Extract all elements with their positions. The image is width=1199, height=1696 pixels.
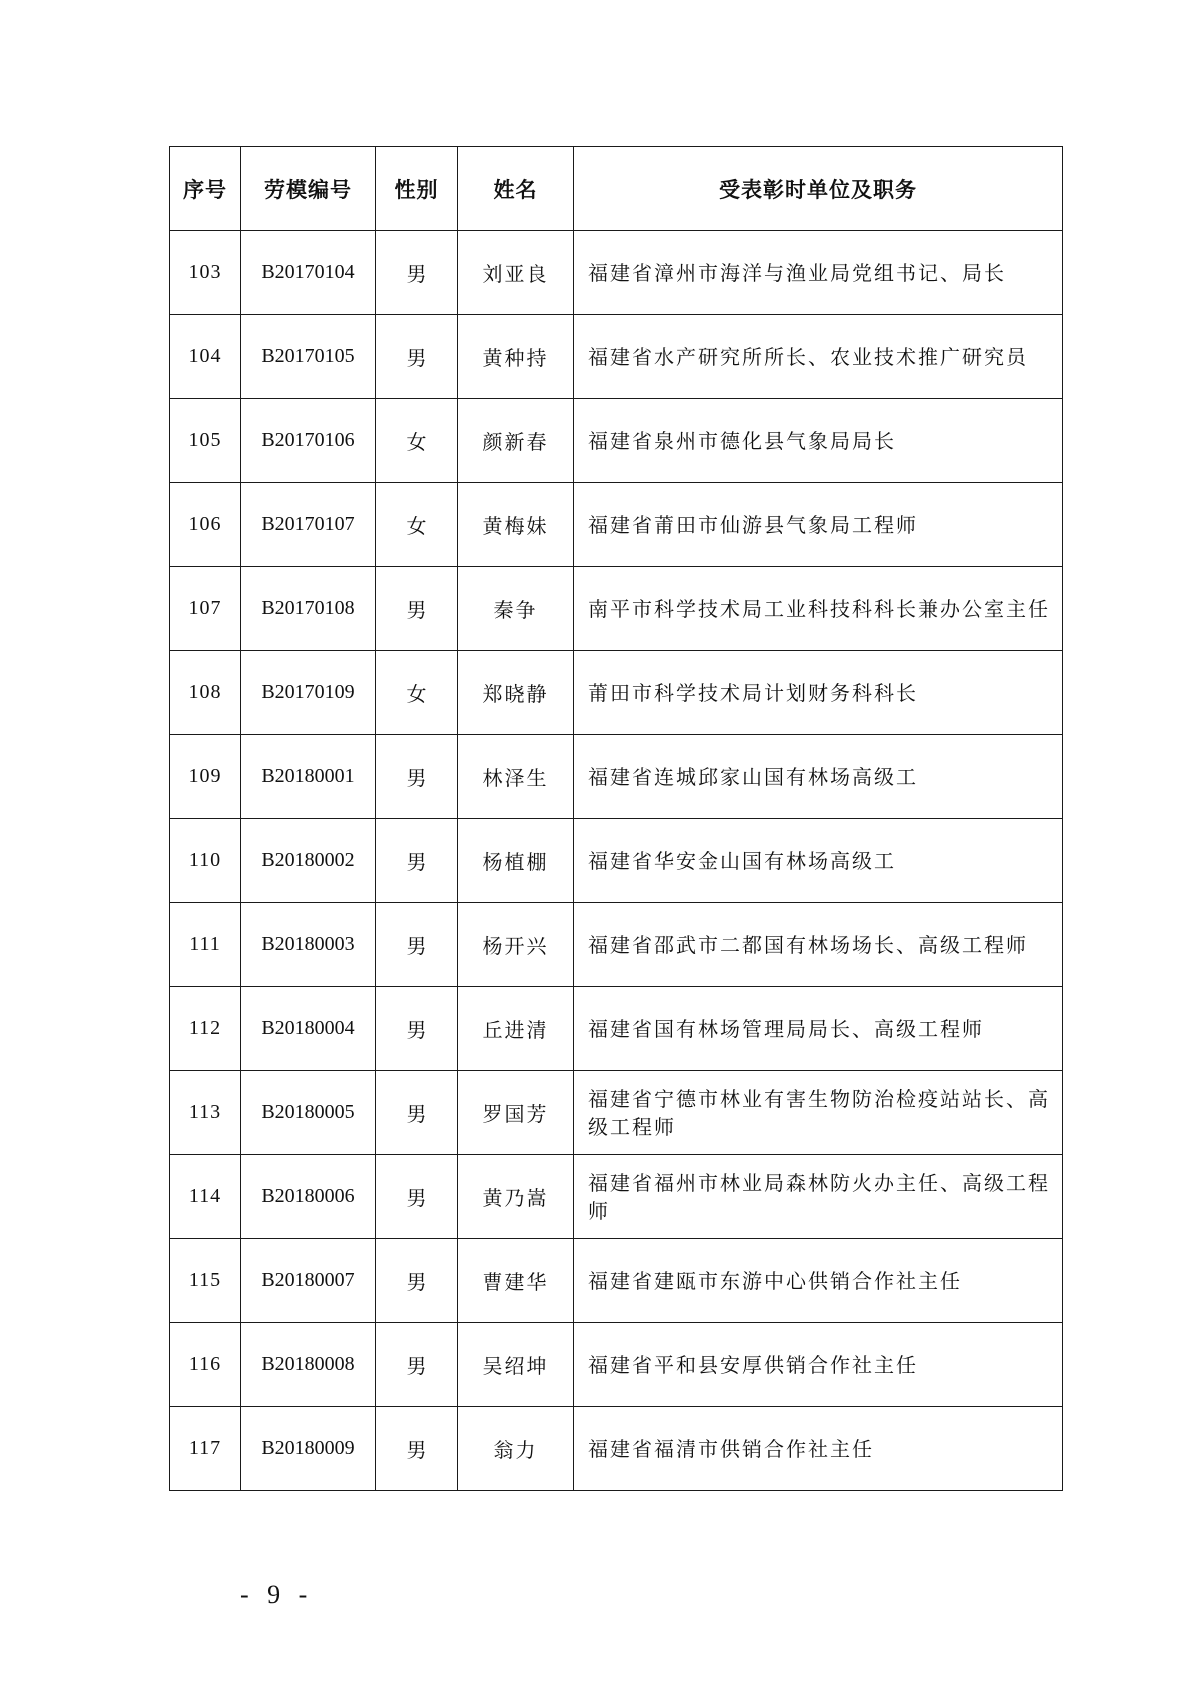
cell-unit: 福建省漳州市海洋与渔业局党组书记、局长 <box>574 231 1063 315</box>
cell-name: 吴绍坤 <box>458 1323 574 1407</box>
cell-code: B20180003 <box>241 903 376 987</box>
table-row <box>170 231 1063 315</box>
cell-gender: 男 <box>376 1239 458 1323</box>
cell-seq: 104 <box>170 315 241 399</box>
cell-gender: 男 <box>376 819 458 903</box>
cell-code: B20180008 <box>241 1323 376 1407</box>
table-body <box>170 231 1063 1491</box>
cell-gender: 女 <box>376 651 458 735</box>
cell-gender: 男 <box>376 231 458 315</box>
cell-name: 曹建华 <box>458 1239 574 1323</box>
table-row <box>170 819 1063 903</box>
cell-unit: 福建省宁德市林业有害生物防治检疫站站长、高级工程师 <box>574 1071 1063 1155</box>
header-seq: 序号 <box>170 147 241 231</box>
table-row <box>170 903 1063 987</box>
model-worker-table <box>169 146 1063 1491</box>
cell-unit: 福建省莆田市仙游县气象局工程师 <box>574 483 1063 567</box>
cell-code: B20170108 <box>241 567 376 651</box>
header-name: 姓名 <box>458 147 574 231</box>
cell-code: B20180006 <box>241 1155 376 1239</box>
page-number: - 9 - <box>240 1580 314 1609</box>
cell-unit: 南平市科学技术局工业科技科科长兼办公室主任 <box>574 567 1063 651</box>
cell-unit: 福建省连城邱家山国有林场高级工 <box>574 735 1063 819</box>
cell-gender: 男 <box>376 987 458 1071</box>
cell-name: 秦争 <box>458 567 574 651</box>
cell-seq: 103 <box>170 231 241 315</box>
header-code: 劳模编号 <box>241 147 376 231</box>
cell-gender: 男 <box>376 1407 458 1491</box>
header-unit: 受表彰时单位及职务 <box>574 147 1063 231</box>
cell-code: B20170109 <box>241 651 376 735</box>
cell-gender: 男 <box>376 567 458 651</box>
table-row <box>170 315 1063 399</box>
cell-name: 黄梅妹 <box>458 483 574 567</box>
cell-unit: 福建省福州市林业局森林防火办主任、高级工程师 <box>574 1155 1063 1239</box>
cell-seq: 108 <box>170 651 241 735</box>
cell-unit: 福建省泉州市德化县气象局局长 <box>574 399 1063 483</box>
cell-gender: 女 <box>376 483 458 567</box>
table-row <box>170 735 1063 819</box>
cell-seq: 109 <box>170 735 241 819</box>
cell-seq: 115 <box>170 1239 241 1323</box>
cell-code: B20170105 <box>241 315 376 399</box>
cell-code: B20180009 <box>241 1407 376 1491</box>
table-row <box>170 651 1063 735</box>
cell-seq: 107 <box>170 567 241 651</box>
cell-gender: 男 <box>376 315 458 399</box>
cell-unit: 福建省华安金山国有林场高级工 <box>574 819 1063 903</box>
cell-seq: 106 <box>170 483 241 567</box>
cell-unit: 福建省水产研究所所长、农业技术推广研究员 <box>574 315 1063 399</box>
table-row <box>170 1155 1063 1239</box>
cell-unit: 莆田市科学技术局计划财务科科长 <box>574 651 1063 735</box>
cell-seq: 111 <box>170 903 241 987</box>
cell-code: B20180002 <box>241 819 376 903</box>
cell-code: B20180005 <box>241 1071 376 1155</box>
cell-gender: 男 <box>376 735 458 819</box>
cell-name: 刘亚良 <box>458 231 574 315</box>
cell-name: 林泽生 <box>458 735 574 819</box>
cell-code: B20180001 <box>241 735 376 819</box>
cell-name: 黄种持 <box>458 315 574 399</box>
cell-code: B20170107 <box>241 483 376 567</box>
cell-unit: 福建省国有林场管理局局长、高级工程师 <box>574 987 1063 1071</box>
cell-code: B20180004 <box>241 987 376 1071</box>
header-gender: 性别 <box>376 147 458 231</box>
table-row <box>170 1239 1063 1323</box>
cell-seq: 110 <box>170 819 241 903</box>
cell-name: 杨开兴 <box>458 903 574 987</box>
cell-gender: 男 <box>376 1155 458 1239</box>
cell-unit: 福建省平和县安厚供销合作社主任 <box>574 1323 1063 1407</box>
cell-seq: 117 <box>170 1407 241 1491</box>
cell-name: 杨植棚 <box>458 819 574 903</box>
cell-name: 颜新春 <box>458 399 574 483</box>
cell-code: B20170104 <box>241 231 376 315</box>
cell-code: B20180007 <box>241 1239 376 1323</box>
cell-code: B20170106 <box>241 399 376 483</box>
cell-name: 黄乃嵩 <box>458 1155 574 1239</box>
cell-gender: 男 <box>376 903 458 987</box>
cell-unit: 福建省建瓯市东游中心供销合作社主任 <box>574 1239 1063 1323</box>
table-header-row <box>170 147 1063 231</box>
cell-name: 罗国芳 <box>458 1071 574 1155</box>
cell-seq: 105 <box>170 399 241 483</box>
table-row <box>170 567 1063 651</box>
cell-name: 翁力 <box>458 1407 574 1491</box>
table-row <box>170 1071 1063 1155</box>
cell-seq: 112 <box>170 987 241 1071</box>
cell-gender: 男 <box>376 1071 458 1155</box>
cell-seq: 113 <box>170 1071 241 1155</box>
cell-gender: 男 <box>376 1323 458 1407</box>
table-row <box>170 483 1063 567</box>
table-row <box>170 1407 1063 1491</box>
cell-seq: 116 <box>170 1323 241 1407</box>
cell-name: 郑晓静 <box>458 651 574 735</box>
cell-name: 丘进清 <box>458 987 574 1071</box>
table-row <box>170 399 1063 483</box>
cell-gender: 女 <box>376 399 458 483</box>
table-row <box>170 987 1063 1071</box>
table-row <box>170 1323 1063 1407</box>
cell-unit: 福建省福清市供销合作社主任 <box>574 1407 1063 1491</box>
cell-unit: 福建省邵武市二都国有林场场长、高级工程师 <box>574 903 1063 987</box>
cell-seq: 114 <box>170 1155 241 1239</box>
